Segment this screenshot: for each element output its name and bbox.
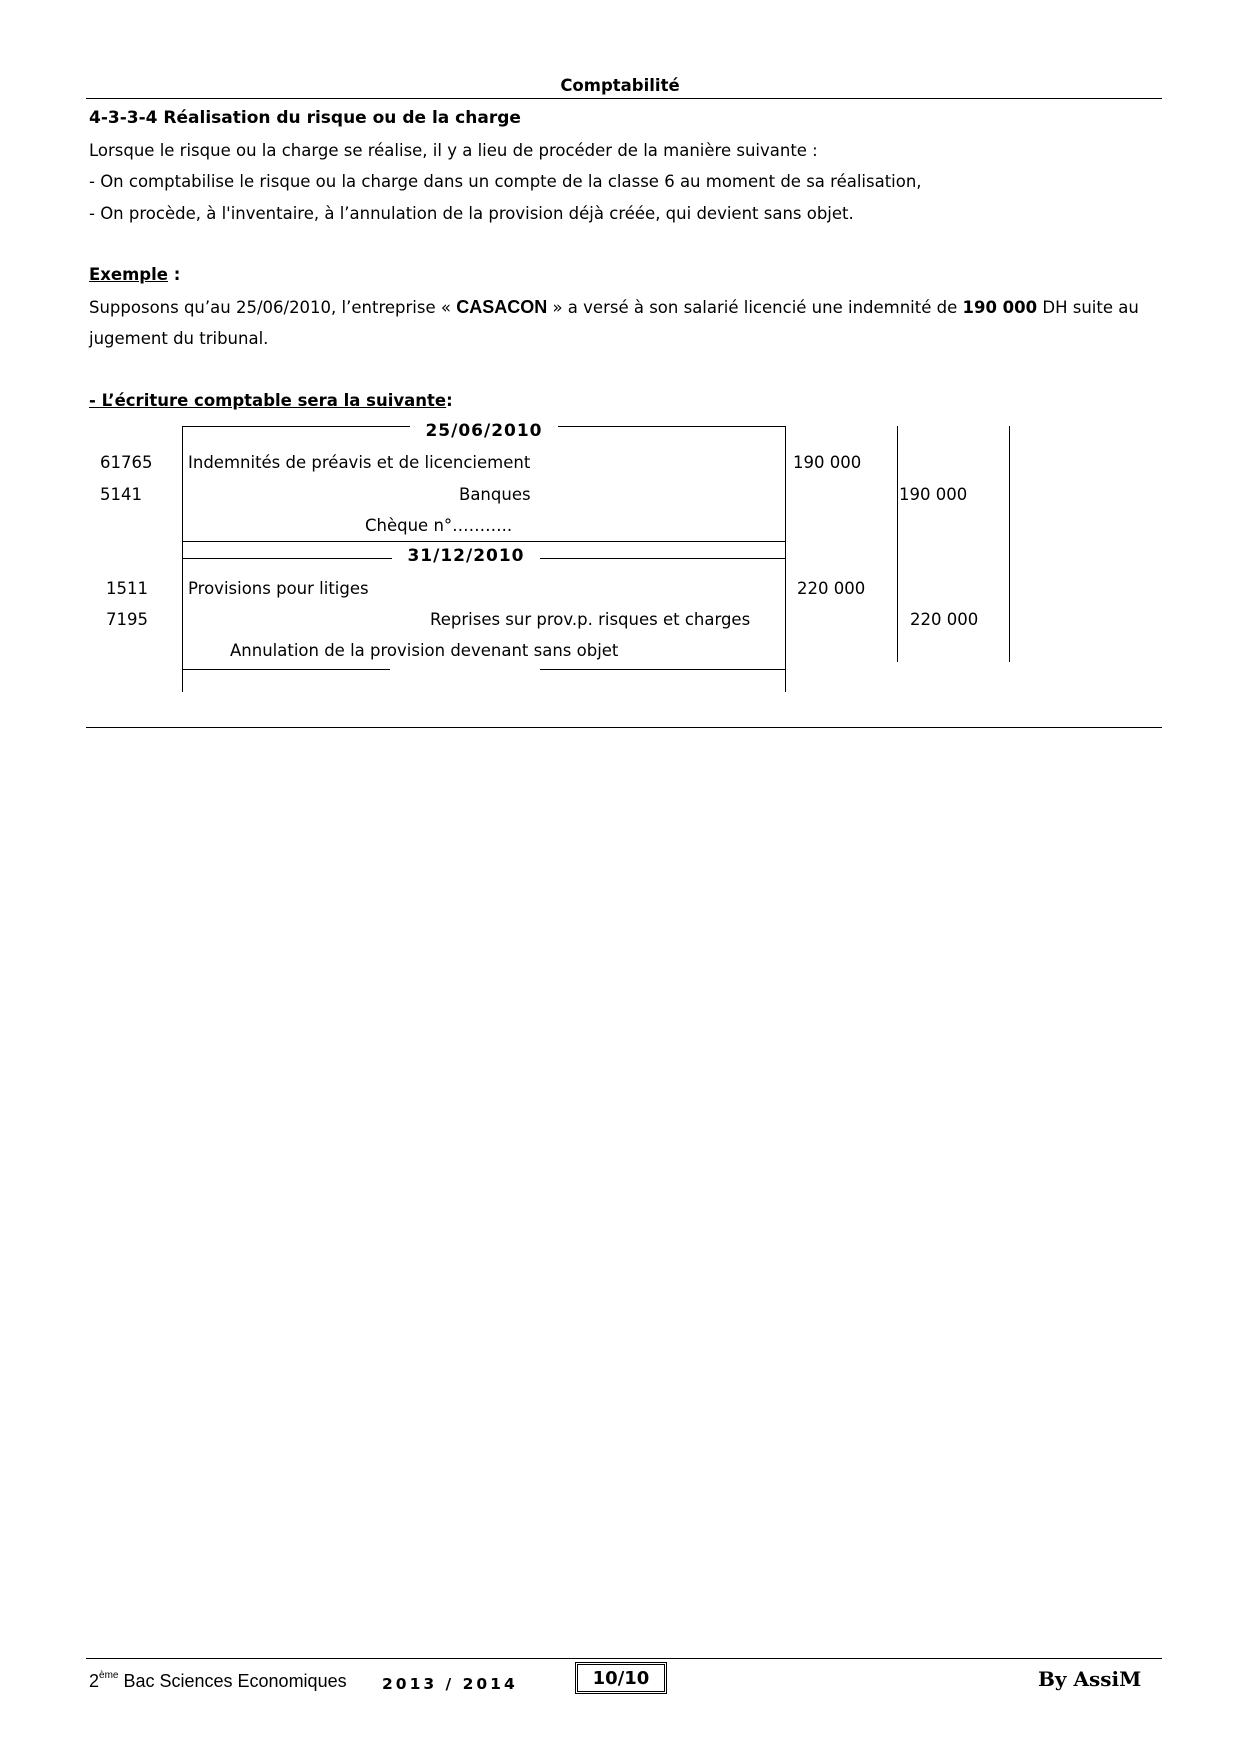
- account-label-5141: Banques: [459, 485, 531, 504]
- page-header-title: Comptabilité: [560, 76, 680, 95]
- content-end-rule: [86, 727, 1162, 728]
- entry-title-colon: :: [446, 391, 453, 410]
- account-number-1511: 1511: [106, 579, 148, 598]
- credit-amount-7195: 220 000: [910, 610, 979, 629]
- section-heading: 4-3-3-4 Réalisation du risque ou de la charge: [89, 108, 521, 128]
- date-rule-right-1: [558, 426, 786, 427]
- header-rule: [86, 98, 1162, 99]
- account-number-7195: 7195: [106, 610, 148, 629]
- footer-page-number: 10/10: [592, 1668, 650, 1689]
- date-rule-right-2: [540, 558, 786, 559]
- paragraph-2: - On comptabilise le risque ou la charge dans un compte de la classe 6 au moment de sa réalisation,: [89, 172, 922, 191]
- entry-title: [89, 391, 453, 411]
- footer-rule: [86, 1658, 1162, 1659]
- account-label-1511: Provisions pour litiges: [188, 579, 369, 598]
- journal-debit-right-border: [897, 426, 898, 662]
- example-text-1: Supposons qu’au 25/06/2010, l’entreprise «: [89, 298, 457, 317]
- example-line-2: jugement du tribunal.: [89, 329, 269, 348]
- date-rule-left-1: [182, 426, 410, 427]
- footer-level-sup: ème: [99, 1670, 119, 1681]
- entry-date-1: 25/06/2010: [425, 421, 543, 441]
- journal-credit-right-border: [1009, 426, 1010, 662]
- footer-page-box: [575, 1662, 667, 1694]
- entry-title-label: - L’écriture comptable sera la suivante: [89, 391, 447, 410]
- journal-left-border: [182, 426, 183, 692]
- entry-date-2: 31/12/2010: [407, 546, 525, 566]
- debit-amount-61765: 190 000: [793, 453, 862, 472]
- paragraph-1: Lorsque le risque ou la charge se réalise, il y a lieu de procéder de la manière suivante :: [89, 141, 818, 160]
- date-rule-left-2: [182, 558, 392, 559]
- example-heading: [89, 265, 180, 285]
- account-number-5141: 5141: [100, 485, 142, 504]
- credit-amount-5141: 190 000: [899, 485, 968, 504]
- footer-author: By AssiM: [1038, 1667, 1142, 1691]
- entry-note-2: Annulation de la provision devenant sans objet: [230, 641, 619, 660]
- closing-rule-right: [540, 669, 786, 670]
- separator-rule: [182, 541, 786, 542]
- journal-label-right-border: [785, 426, 786, 692]
- account-label-7195: Reprises sur prov.p. risques et charges: [430, 610, 751, 629]
- example-text-2: » a versé à son salarié licencié une indemnité de: [547, 298, 963, 317]
- closing-rule-left: [182, 669, 390, 670]
- example-line-1: [89, 297, 1139, 318]
- example-company: CASACON: [456, 297, 548, 317]
- footer-level: [89, 1671, 347, 1692]
- example-amount: 190 000: [962, 298, 1038, 317]
- footer-level-prefix: 2: [89, 1671, 100, 1691]
- account-label-61765: Indemnités de préavis et de licenciement: [188, 453, 531, 472]
- footer-year: 2013 / 2014: [382, 1675, 518, 1693]
- example-label: Exemple: [89, 265, 168, 284]
- entry-note-1: Chèque n°………..: [365, 516, 513, 535]
- example-colon: :: [167, 265, 181, 284]
- footer-level-text: Bac Sciences Economiques: [118, 1671, 347, 1691]
- debit-amount-1511: 220 000: [797, 579, 866, 598]
- example-text-3: DH suite au: [1037, 298, 1139, 317]
- account-number-61765: 61765: [100, 453, 153, 472]
- paragraph-3: - On procède, à l'inventaire, à l’annulation de la provision déjà créée, qui devient sans objet.: [89, 204, 854, 223]
